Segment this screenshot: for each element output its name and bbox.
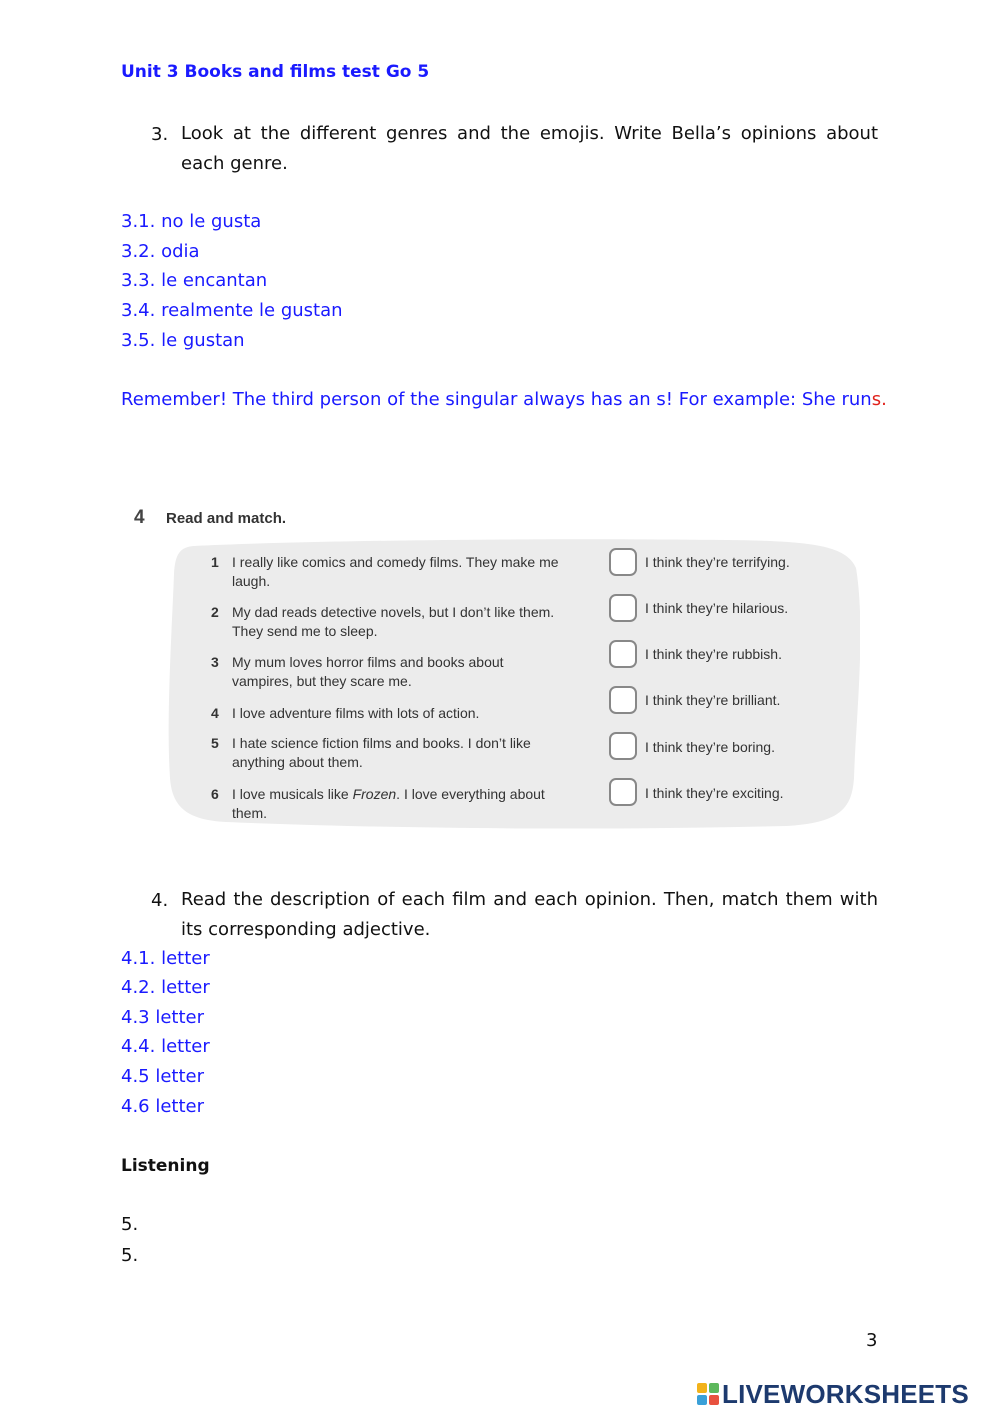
match-item-2-text: My dad reads detective novels, but I don’t like them. They send me to sleep. (232, 604, 555, 639)
match-item-5 (211, 734, 571, 774)
match-checkbox-4[interactable] (609, 686, 637, 714)
option-hilarious: I think they’re hilarious. (645, 600, 789, 616)
answer-3-4[interactable]: 3.4. realmente le gustan (121, 300, 343, 321)
remember-note (121, 389, 887, 410)
match-item-5-number: 5 (211, 735, 219, 751)
match-item-4-number: 4 (211, 705, 219, 721)
answer-4-6[interactable]: 4.6 letter (121, 1096, 205, 1117)
answer-3-3[interactable]: 3.3. le encantan (121, 270, 268, 291)
remember-note-highlight: s. (871, 389, 887, 410)
match-item-1 (211, 553, 571, 593)
exercise-4-number: 4 (134, 507, 145, 528)
listening-line-1: 5. (121, 1214, 139, 1235)
match-item-1-number: 1 (211, 554, 219, 570)
remember-note-text: Remember! The third person of the singular always has an s! For example: She run (121, 389, 872, 410)
match-item-6-film-title: Frozen (352, 786, 397, 802)
match-item-4 (211, 704, 571, 724)
match-item-5-text: I hate science fiction films and books. I don’t like anything about them. (232, 735, 531, 770)
match-item-2 (211, 603, 571, 643)
question-4-text: Read the description of each film and each opinion. Then, match them with its corresponding adjective. (181, 889, 878, 940)
match-item-3 (211, 653, 571, 693)
answer-4-4[interactable]: 4.4. letter (121, 1036, 210, 1057)
answer-3-1[interactable]: 3.1. no le gusta (121, 211, 262, 232)
option-brilliant: I think they’re brilliant. (645, 692, 781, 708)
match-checkbox-2[interactable] (609, 594, 637, 622)
answer-4-3[interactable]: 4.3 letter (121, 1007, 205, 1028)
question-4-number: 4. (151, 890, 169, 911)
question-3-number: 3. (151, 124, 169, 145)
page-title: Unit 3 Books and films test Go 5 (121, 62, 430, 82)
liveworksheets-logo[interactable] (697, 1380, 969, 1408)
answer-3-2[interactable]: 3.2. odia (121, 241, 200, 262)
option-rubbish: I think they’re rubbish. (645, 646, 782, 662)
listening-line-2: 5. (121, 1245, 139, 1266)
answer-4-5[interactable]: 4.5 letter (121, 1066, 205, 1087)
logo-text: LIVEWORKSHEETS (722, 1378, 969, 1409)
match-item-3-number: 3 (211, 654, 219, 670)
match-item-2-number: 2 (211, 604, 219, 620)
page-number: 3 (866, 1330, 878, 1351)
option-boring: I think they’re boring. (645, 739, 775, 755)
match-item-6-text-start: I love musicals like (232, 786, 353, 802)
match-item-4-text: I love adventure films with lots of action. (232, 705, 480, 721)
question-3-text: Look at the different genres and the emojis. Write Bella’s opinions about each genre. (181, 123, 878, 174)
match-checkbox-1[interactable] (609, 548, 637, 576)
match-item-3-text: My mum loves horror films and books about vampires, but they scare me. (232, 654, 504, 689)
match-item-6-text-end: . I love everything about them. (232, 786, 545, 821)
match-item-6-number: 6 (211, 786, 219, 802)
exercise-4-title: Read and match. (166, 510, 287, 527)
option-exciting: I think they’re exciting. (645, 785, 784, 801)
match-checkbox-5[interactable] (609, 732, 637, 760)
answer-3-5[interactable]: 3.5. le gustan (121, 330, 245, 351)
match-item-6 (211, 785, 571, 825)
match-checkbox-6[interactable] (609, 778, 637, 806)
listening-heading: Listening (121, 1156, 210, 1176)
logo-icon (697, 1383, 719, 1405)
match-item-6-text (232, 785, 562, 823)
option-terrifying: I think they’re terrifying. (645, 554, 790, 570)
answer-4-1[interactable]: 4.1. letter (121, 948, 210, 969)
match-checkbox-3[interactable] (609, 640, 637, 668)
match-item-1-text: I really like comics and comedy films. They make me laugh. (232, 554, 559, 589)
answer-4-2[interactable]: 4.2. letter (121, 977, 210, 998)
